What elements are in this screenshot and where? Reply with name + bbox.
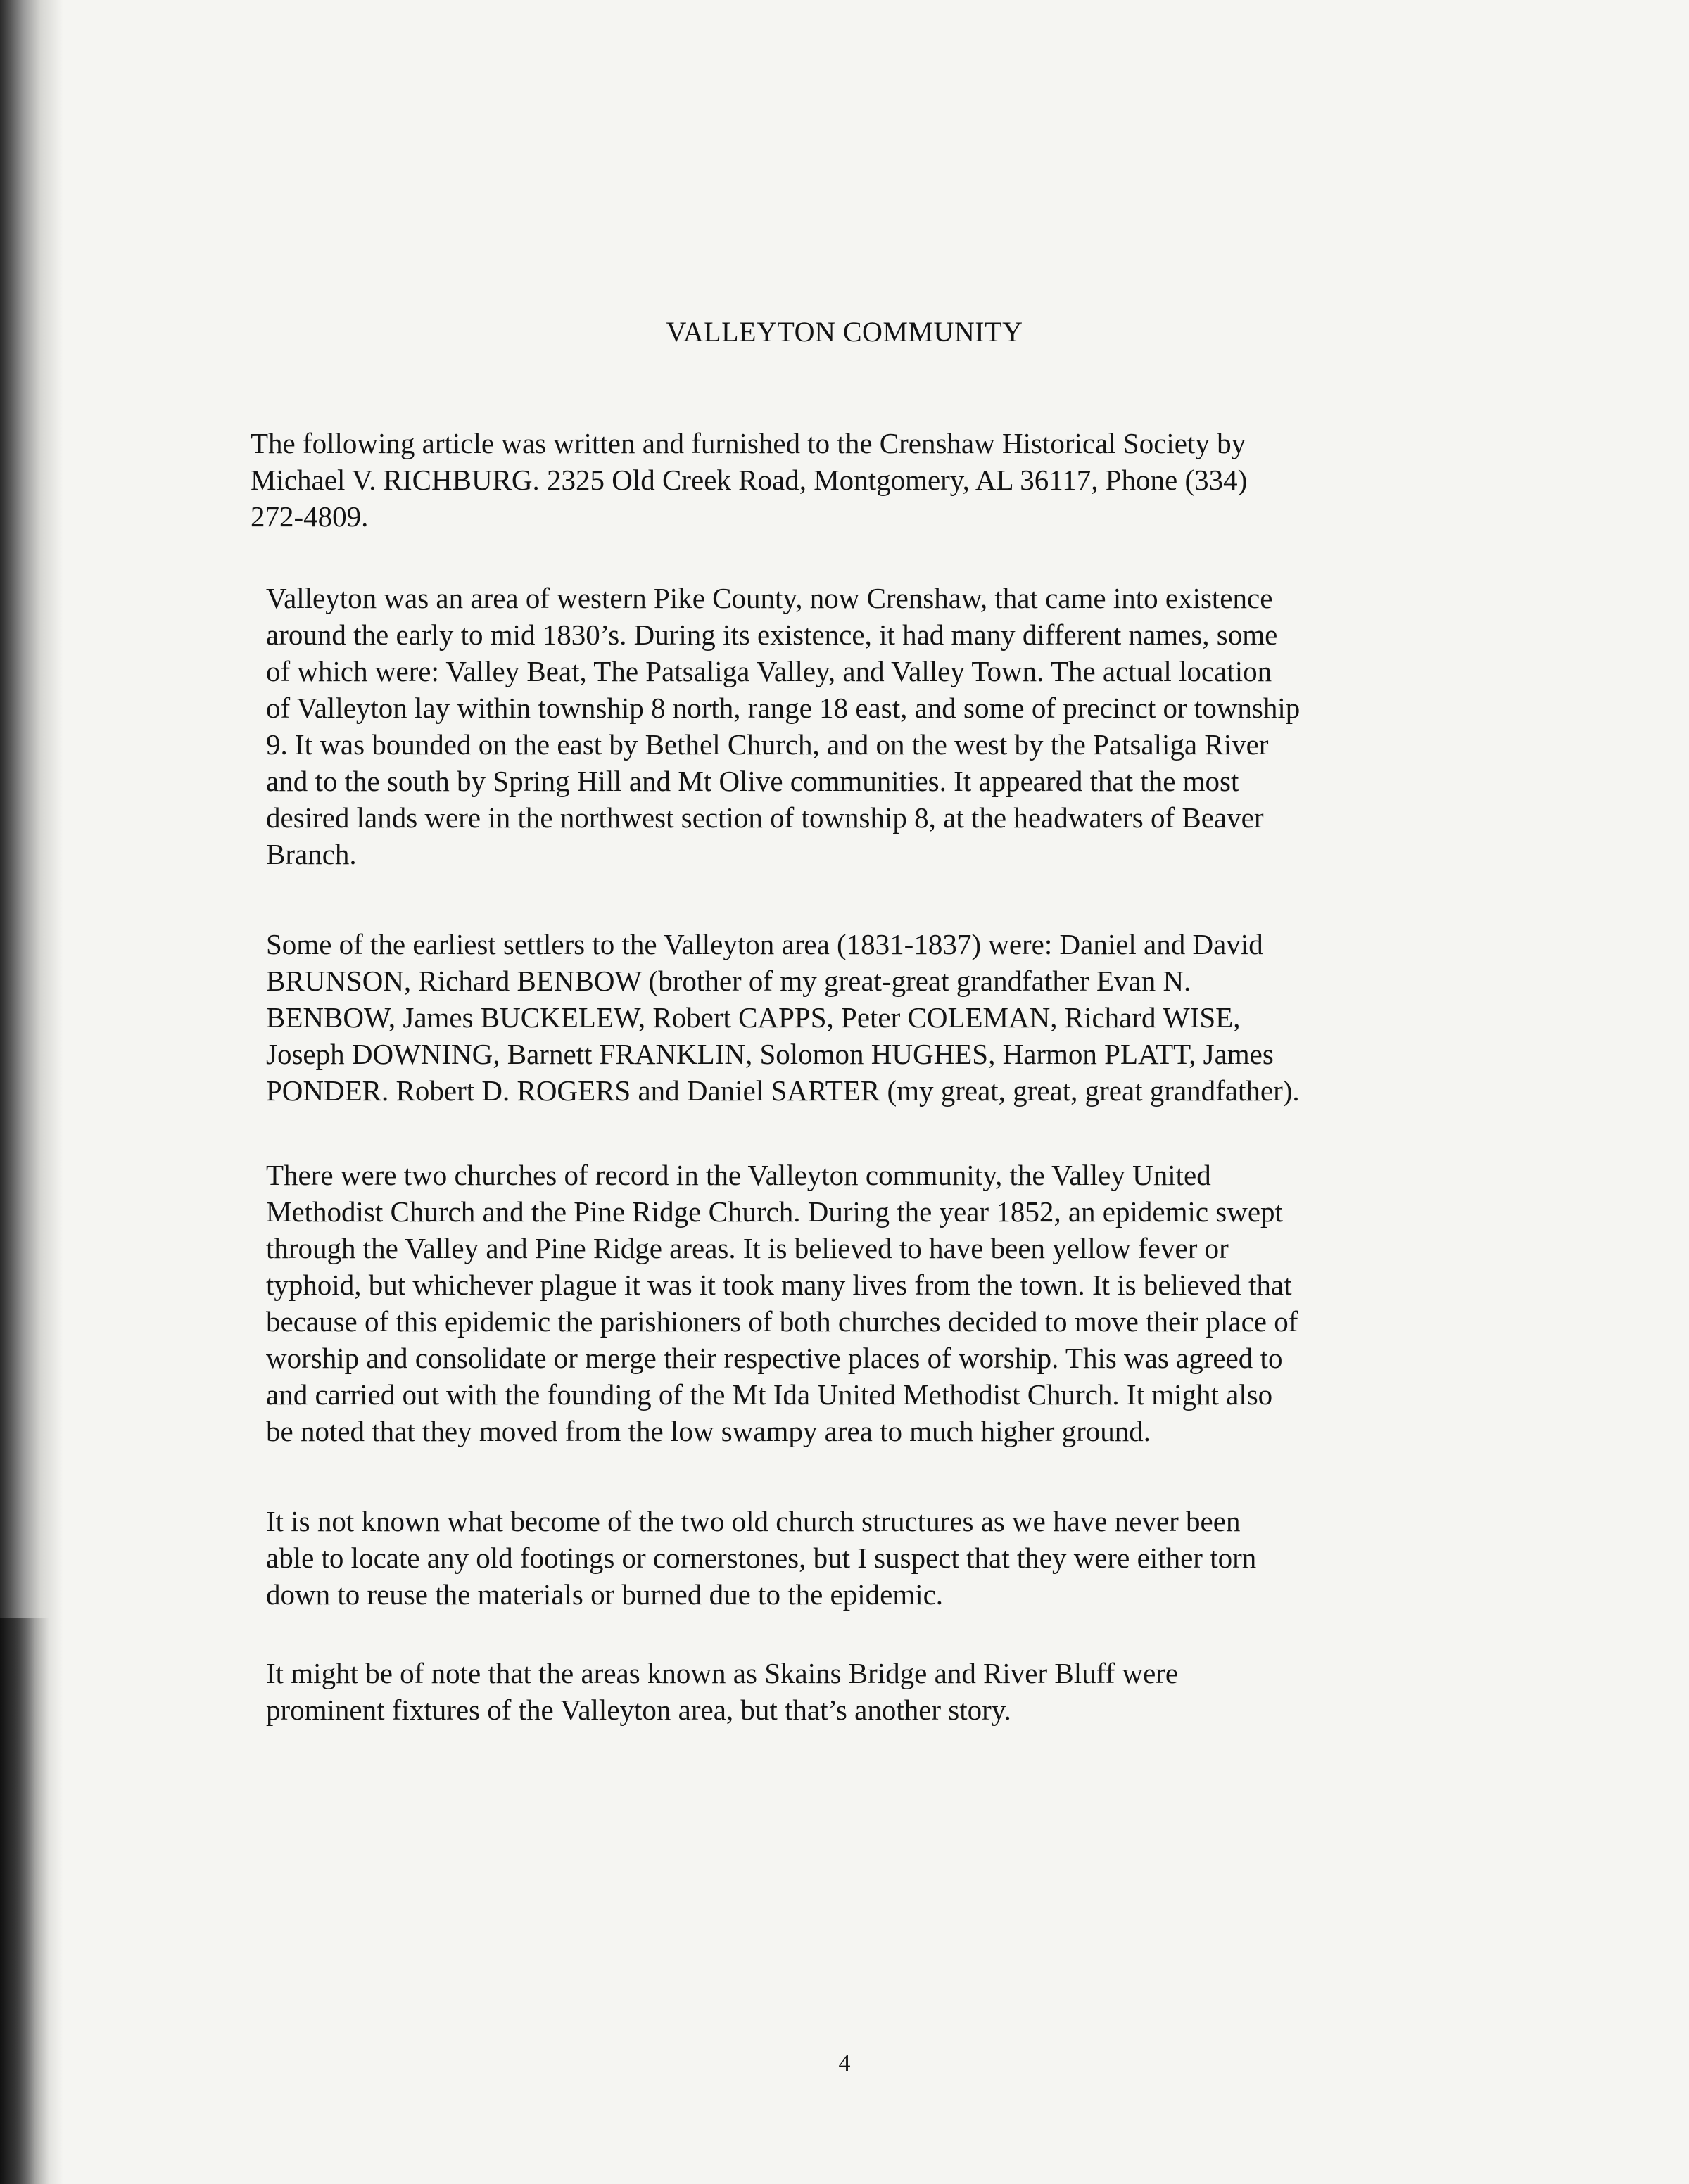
intro-line: Michael V. RICHBURG. 2325 Old Creek Road, Montgomery, AL 36117, Phone (334) <box>251 464 1248 496</box>
paragraph-line: BRUNSON, Richard BENBOW (brother of my great-great grandfather Evan N. <box>266 965 1191 997</box>
paragraph-line: PONDER. Robert D. ROGERS and Daniel SARTER (my great, great, great grandfather). <box>266 1074 1300 1107</box>
paragraph-line: worship and consolidate or merge their respective places of worship. This was agreed to <box>266 1342 1283 1374</box>
paragraph-line: be noted that they moved from the low swampy area to much higher ground. <box>266 1415 1151 1447</box>
paragraph-line: Some of the earliest settlers to the Valleyton area (1831-1837) were: Daniel and David <box>266 928 1263 960</box>
paragraph-skains-bridge <box>266 1655 1476 1728</box>
intro-line: The following article was written and furnished to the Crenshaw Historical Society by <box>251 427 1246 459</box>
paragraph-line: There were two churches of record in the Valleyton community, the Valley United <box>266 1159 1211 1191</box>
paragraph-line: Joseph DOWNING, Barnett FRANKLIN, Solomon HUGHES, Harmon PLATT, James <box>266 1038 1274 1070</box>
paragraph-line: It might be of note that the areas known as Skains Bridge and River Bluff were <box>266 1657 1179 1689</box>
paragraph-line: through the Valley and Pine Ridge areas. It is believed to have been yellow fever or <box>266 1232 1229 1264</box>
paragraph-line: BENBOW, James BUCKELEW, Robert CAPPS, Peter COLEMAN, Richard WISE, <box>266 1001 1241 1034</box>
paragraph-earliest-settlers <box>266 926 1476 1109</box>
paragraph-churches-epidemic <box>266 1157 1476 1449</box>
paragraph-line: Branch. <box>266 838 357 870</box>
scan-edge-shadow-lower <box>0 1618 49 2184</box>
paragraph-line: desired lands were in the northwest section of township 8, at the headwaters of Beaver <box>266 801 1264 834</box>
paragraph-line: down to reuse the materials or burned due to the epidemic. <box>266 1578 944 1611</box>
document-title: VALLEYTON COMMUNITY <box>666 316 1023 348</box>
paragraph-line: of which were: Valley Beat, The Patsaliga Valley, and Valley Town. The actual location <box>266 655 1272 687</box>
intro-line: 272-4809. <box>251 500 369 533</box>
intro-paragraph <box>251 425 1461 535</box>
paragraph-line: 9. It was bounded on the east by Bethel Church, and on the west by the Patsaliga River <box>266 728 1269 761</box>
paragraph-line: and to the south by Spring Hill and Mt Olive communities. It appeared that the most <box>266 765 1239 797</box>
paragraph-line: around the early to mid 1830’s. During its existence, it had many different names, some <box>266 618 1278 651</box>
paragraph-line: prominent fixtures of the Valleyton area, but that’s another story. <box>266 1694 1011 1726</box>
paragraph-line: and carried out with the founding of the Mt Ida United Methodist Church. It might also <box>266 1378 1273 1411</box>
paragraph-line: It is not known what become of the two old church structures as we have never been <box>266 1505 1241 1537</box>
paragraph-old-church-structures <box>266 1503 1476 1613</box>
page-number: 4 <box>838 2050 851 2076</box>
paragraph-line: typhoid, but whichever plague it was it took many lives from the town. It is believed that <box>266 1269 1292 1301</box>
paragraph-line: Valleyton was an area of western Pike County, now Crenshaw, that came into existence <box>266 582 1273 614</box>
paragraph-line: because of this epidemic the parishioners of both churches decided to move their place of <box>266 1305 1298 1338</box>
paragraph-line: Methodist Church and the Pine Ridge Church. During the year 1852, an epidemic swept <box>266 1195 1283 1228</box>
paragraph-line: of Valleyton lay within township 8 north, range 18 east, and some of precinct or township <box>266 692 1301 724</box>
paragraph-line: able to locate any old footings or cornerstones, but I suspect that they were either torn <box>266 1542 1257 1574</box>
paragraph-valleyton-area <box>266 580 1476 872</box>
